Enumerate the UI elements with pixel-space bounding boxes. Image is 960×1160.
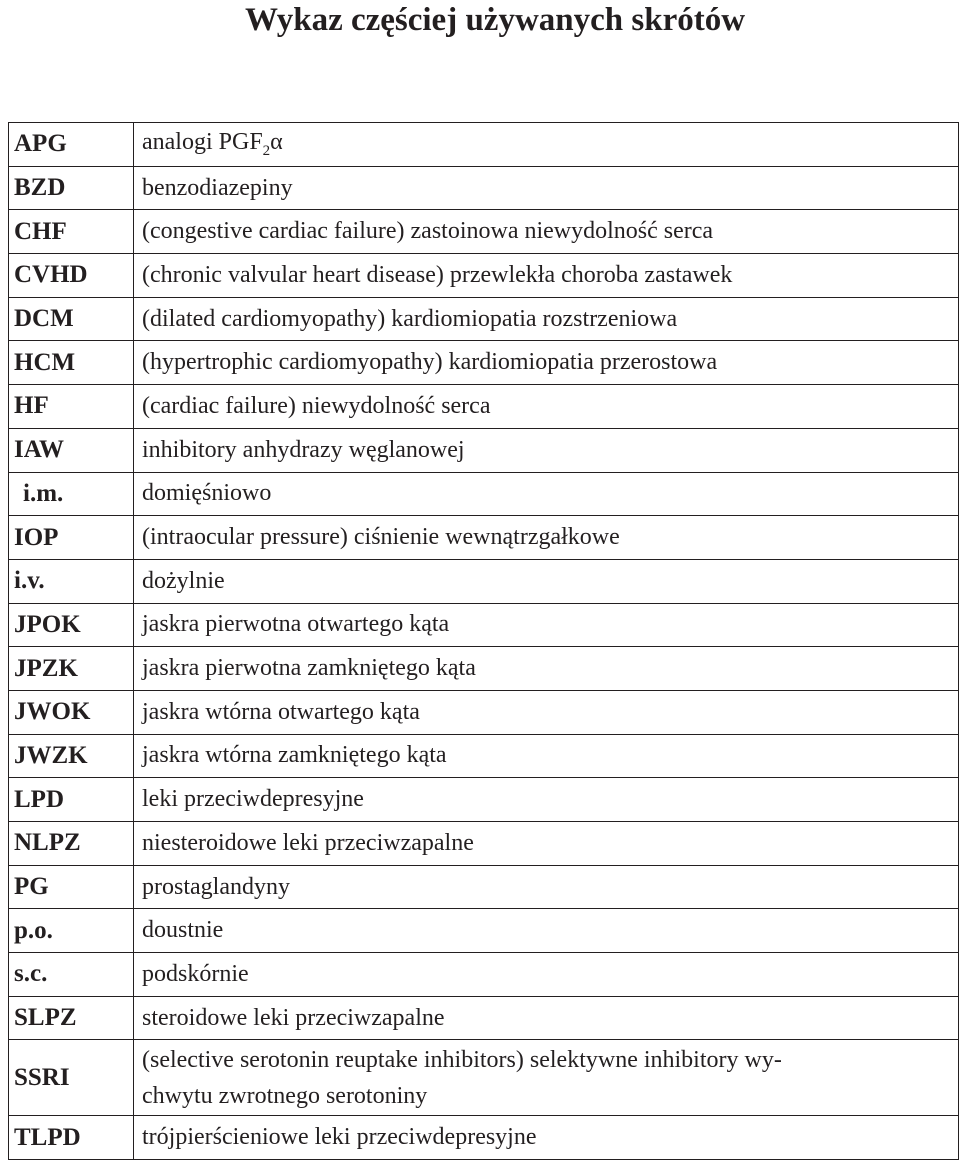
definition: domięśniowo <box>134 472 959 516</box>
abbreviation: DCM <box>9 297 134 341</box>
abbreviation: p.o. <box>9 909 134 953</box>
definition <box>134 1040 959 1116</box>
definition: (congestive cardiac failure) zastoinowa niewydolność serca <box>134 210 959 254</box>
table-row <box>9 385 959 429</box>
definition: (cardiac failure) niewydolność serca <box>134 385 959 429</box>
definition: jaskra wtórna otwartego kąta <box>134 690 959 734</box>
table-row <box>9 210 959 254</box>
abbreviation: s.c. <box>9 953 134 997</box>
page-title: Wykaz częściej używanych skrótów <box>244 2 746 38</box>
table-row <box>9 559 959 603</box>
definition: leki przeciwdepresyjne <box>134 778 959 822</box>
table-row <box>9 1040 959 1116</box>
abbreviation: IOP <box>9 516 134 560</box>
abbreviation: HCM <box>9 341 134 385</box>
definition: podskórnie <box>134 953 959 997</box>
abbreviation: JWZK <box>9 734 134 778</box>
definition: jaskra wtórna zamkniętego kąta <box>134 734 959 778</box>
abbreviation: APG <box>9 123 134 167</box>
abbreviation: JWOK <box>9 690 134 734</box>
table-row <box>9 428 959 472</box>
abbreviation: SLPZ <box>9 996 134 1040</box>
abbreviation: PG <box>9 865 134 909</box>
table-row <box>9 254 959 298</box>
definition: (hypertrophic cardiomyopathy) kardiomiopatia przerostowa <box>134 341 959 385</box>
abbreviations-table <box>8 122 959 1160</box>
abbreviation: NLPZ <box>9 822 134 866</box>
table-row <box>9 734 959 778</box>
table-row <box>9 123 959 167</box>
definition-line: chwytu zwrotnego serotoniny <box>142 1082 428 1109</box>
abbreviation: BZD <box>9 166 134 210</box>
table-row <box>9 472 959 516</box>
table-row <box>9 953 959 997</box>
definition-line: (selective serotonin reuptake inhibitors) selektywne inhibitory wy- <box>142 1046 782 1073</box>
table-row <box>9 297 959 341</box>
abbreviation: i.m. <box>9 472 134 516</box>
definition: steroidowe leki przeciwzapalne <box>134 996 959 1040</box>
abbreviation: IAW <box>9 428 134 472</box>
table-row <box>9 1116 959 1160</box>
definition: prostaglandyny <box>134 865 959 909</box>
definition: dożylnie <box>134 559 959 603</box>
definition: trójpierścieniowe leki przeciwdepresyjne <box>134 1116 959 1160</box>
abbreviation: JPOK <box>9 603 134 647</box>
table-row <box>9 865 959 909</box>
definition: niesteroidowe leki przeciwzapalne <box>134 822 959 866</box>
table-row <box>9 690 959 734</box>
abbreviation: JPZK <box>9 647 134 691</box>
definition: doustnie <box>134 909 959 953</box>
abbreviation: LPD <box>9 778 134 822</box>
definition: (intraocular pressure) ciśnienie wewnątrzgałkowe <box>134 516 959 560</box>
abbreviation: TLPD <box>9 1116 134 1160</box>
table-row <box>9 647 959 691</box>
table-row <box>9 516 959 560</box>
subscript: 2 <box>262 142 271 159</box>
table-row <box>9 603 959 647</box>
definition: (chronic valvular heart disease) przewlekła choroba zastawek <box>134 254 959 298</box>
definition: jaskra pierwotna otwartego kąta <box>134 603 959 647</box>
abbreviation: i.v. <box>9 559 134 603</box>
table-row <box>9 909 959 953</box>
table-row <box>9 822 959 866</box>
table-row <box>9 778 959 822</box>
abbreviation: CVHD <box>9 254 134 298</box>
definition: jaskra pierwotna zamkniętego kąta <box>134 647 959 691</box>
definition: benzodiazepiny <box>134 166 959 210</box>
abbreviation: SSRI <box>9 1040 134 1116</box>
abbreviation: CHF <box>9 210 134 254</box>
table-row <box>9 996 959 1040</box>
abbreviation: HF <box>9 385 134 429</box>
table-row <box>9 166 959 210</box>
definition: analogi $PGF_2\alpha$ <box>134 123 959 167</box>
definition: inhibitory anhydrazy węglanowej <box>134 428 959 472</box>
table-row <box>9 341 959 385</box>
definition: (dilated cardiomyopathy) kardiomiopatia rozstrzeniowa <box>134 297 959 341</box>
